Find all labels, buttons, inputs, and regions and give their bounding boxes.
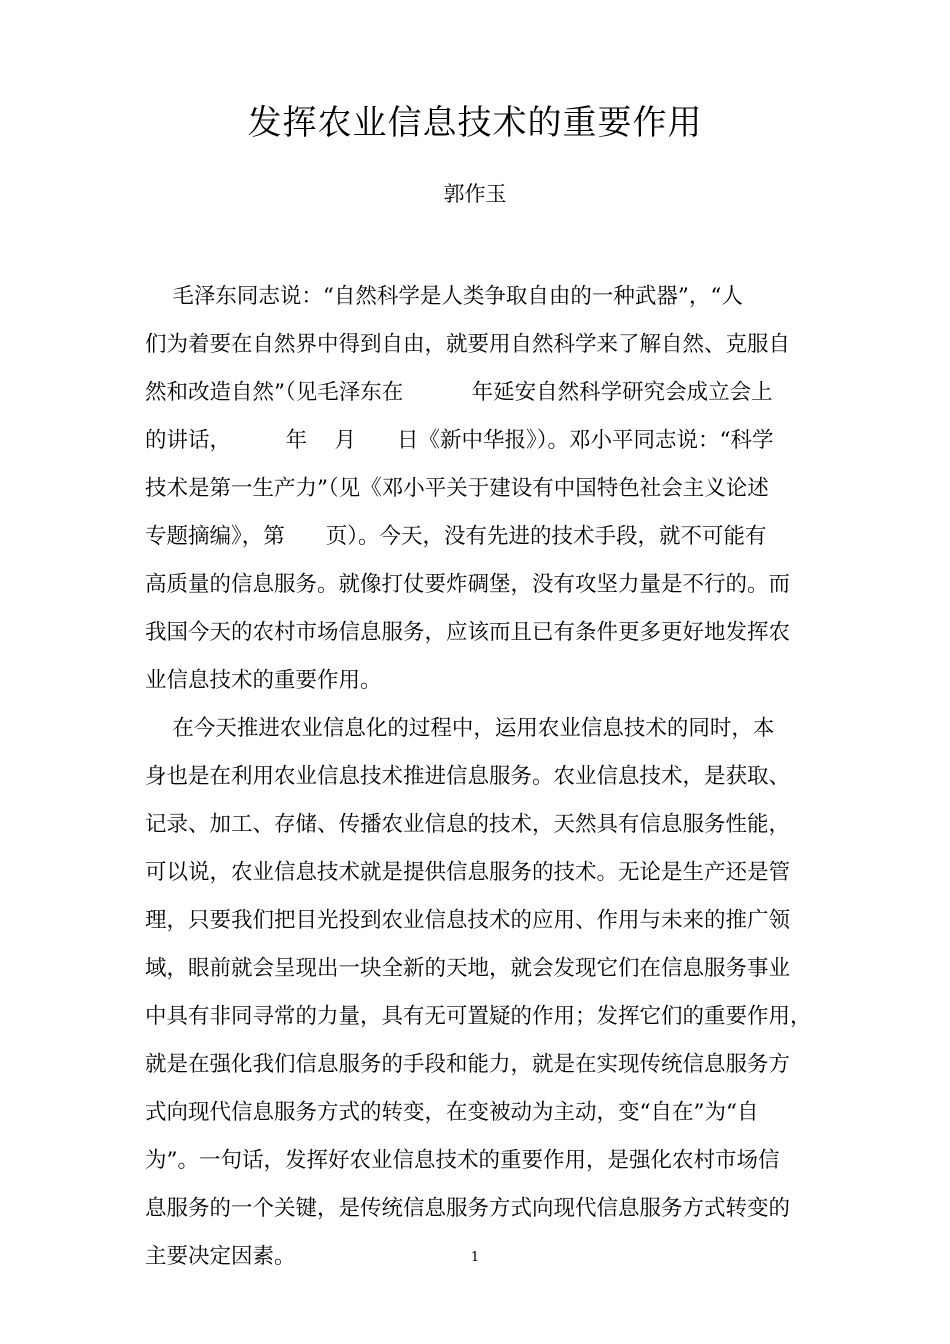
text-line: 中具有非同寻常的力量，具有无可置疑的作用；发挥它们的重要作用， (145, 1004, 812, 1029)
text-line: 息服务的一个关键，是传统信息服务方式向现代信息服务方式转变的 (145, 1196, 791, 1221)
text-line: 在今天推进农业信息化的过程中，运用农业信息技术的同时，本 (145, 716, 775, 741)
text-line: 然和改造自然”（见毛泽东在 年延安自然科学研究会成立会上 (145, 380, 773, 405)
text-line: 我国今天的农村市场信息服务，应该而且已有条件更多更好地发挥农 (145, 620, 791, 645)
page-title: 发挥农业信息技术的重要作用 (247, 103, 703, 143)
body-text (145, 273, 812, 1281)
text-line: 记录、加工、存储、传播农业信息的技术，天然具有信息服务性能， (145, 812, 791, 837)
text-line: 理，只要我们把目光投到农业信息技术的应用、作用与未来的推广领 (145, 908, 791, 933)
author-name: 郭作玉 (443, 182, 507, 206)
text-line: 专题摘编》，第 页）。今天，没有先进的技术手段，就不可能有 (145, 524, 767, 549)
text-line: 高质量的信息服务。就像打仗要炸碉堡，没有攻坚力量是不行的。而 (145, 572, 791, 597)
text-line: 们为着要在自然界中得到自由，就要用自然科学来了解自然、克服自 (145, 332, 791, 357)
text-line: 的讲话， 年 月 日《新中华报》）。邓小平同志说：“科学 (145, 428, 774, 453)
page-number: 1 (470, 1250, 480, 1265)
text-line: 毛泽东同志说：“自然科学是人类争取自由的一种武器”，“人 (145, 284, 743, 309)
text-line: 技术是第一生产力”（见《邓小平关于建设有中国特色社会主义论述 (145, 476, 769, 501)
text-line: 主要决定因素。 (145, 1244, 296, 1269)
text-line: 域，眼前就会呈现出一块全新的天地，就会发现它们在信息服务事业 (145, 956, 791, 981)
text-line: 就是在强化我们信息服务的手段和能力，就是在实现传统信息服务方 (145, 1052, 791, 1077)
text-line: 业信息技术的重要作用。 (145, 668, 382, 693)
text-line: 可以说，农业信息技术就是提供信息服务的技术。无论是生产还是管 (145, 860, 791, 885)
text-line: 式向现代信息服务方式的转变，在变被动为主动，变“自在”为“自 (145, 1100, 759, 1125)
text-line: 为”。一句话，发挥好农业信息技术的重要作用，是强化农村市场信 (145, 1148, 780, 1173)
text-line: 身也是在利用农业信息技术推进信息服务。农业信息技术，是获取、 (145, 764, 791, 789)
